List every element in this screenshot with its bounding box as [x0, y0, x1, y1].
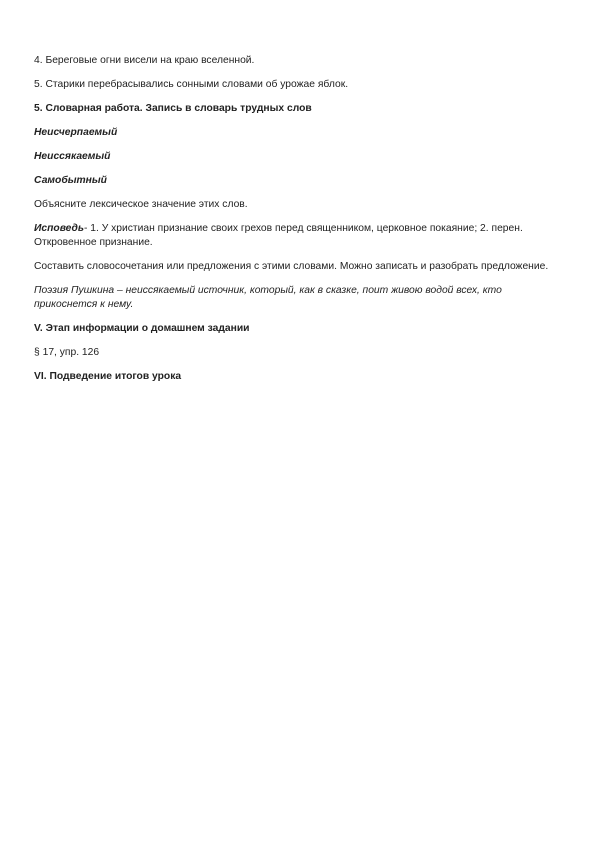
vocab-word-1: Неисчерпаемый: [34, 127, 118, 138]
example-quote: Поэзия Пушкина – неиссякаемый источник, который, как в сказке, поит живою водой всех, кто прикоснется к нему.: [34, 285, 502, 310]
vocab-word-3: Самобытный: [34, 175, 107, 186]
definition-text: - 1. У христиан признание своих грехов перед священником, церковное покаяние; 2. перен. Откровенное признание.: [34, 223, 523, 248]
section-heading-homework: V. Этап информации о домашнем задании: [34, 323, 250, 334]
explain-instruction: Объясните лексическое значение этих слов.: [34, 199, 248, 210]
definition-term: Исповедь: [34, 223, 85, 234]
definition-ispoved: [34, 222, 564, 250]
example-sentence-4: 4. Береговые огни висели на краю вселенной.: [34, 55, 255, 66]
vocab-word-2: Неиссякаемый: [34, 151, 111, 162]
task-instruction: Составить словосочетания или предложения с этими словами. Можно записать и разобрать предложение.: [34, 261, 549, 272]
section-heading-vocabulary: 5. Словарная работа. Запись в словарь трудных слов: [34, 103, 312, 114]
section-heading-summary: VI. Подведение итогов урока: [34, 371, 182, 382]
example-sentence-5: 5. Старики перебрасывались сонными словами об урожае яблок.: [34, 79, 349, 90]
homework-text: § 17, упр. 126: [34, 347, 100, 358]
document-page: [34, 54, 564, 394]
